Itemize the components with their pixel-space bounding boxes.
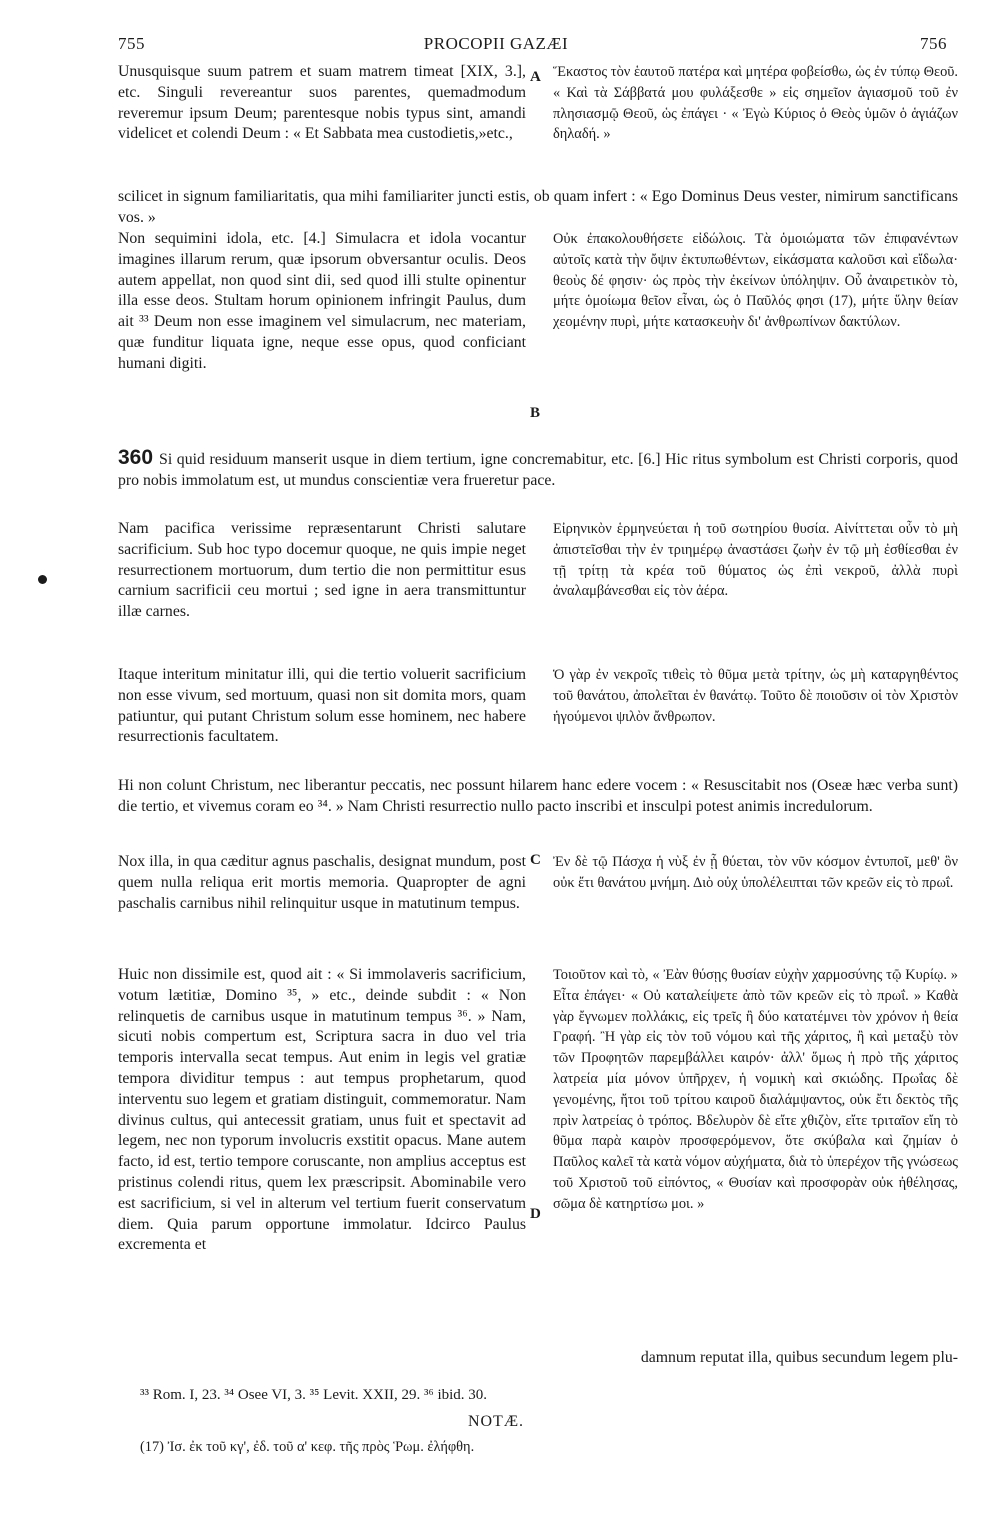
margin-letter-a: A	[530, 69, 541, 85]
latin-paragraph-6: Huic non dissimile est, quod ait : « Si immolaveris sacrificium, votum lætitiæ, Domino ³⁵, » etc., deinde subdit : « Non relinquetis de carnibus usque in matutinum tempus ³⁶. » Nam, sicuti nobis compertum est, Scriptura sacra in duo vel tria temporis intervalla secat tempus. Aut enim in legis vel gratiæ tempora dividitur tempus : aut tempus prophetarum, quod interventu suo legem et gratiam distinguit, commemoratur. Nam divinus cultus, qui antecessit gratiam, unus fuit et spectavit ad legem, nec non typorum involucris exstitit opacus. Mane autem facto, id est, tertio tempore coruscante, non amplius acceptus est pristinus colendi ritus, quem lex præscripsit. Abominabile vero est sacrificium, si vel in alterum vel tertium fuerit conservatum diem. Quia parum opportune immolatur. Idcirco Paulus excrementa et	[118, 966, 526, 1254]
greek-paragraph-3: Εἰρηνικὸν ἑρμηνεύεται ἡ τοῦ σωτηρίου θυσία. Αἰνίττεται οὖν τὸ μὴ ἀπιστεῖσθαι τὴν ἐν τριημέρῳ ἀναστάσει ζωὴν ἐν τῷ μὴ ἐσθίεσθαι ἐν τῇ τρίτῃ τὰ κρέα τοῦ θύματος ὡς ἐπὶ νεκροῦ, ἀλλὰ πυρὶ ἀναλαμβάνεσθαι εἰς τὸν ἀέρα.	[553, 521, 958, 600]
latin-paragraph-2: Non sequimini idola, etc. [4.] Simulacra et idola vocantur imagines illarum rerum, quæ ipsorum obversantur oculis. Deos autem appellat, non quod sint dii, sed quod illi stulte opinentur illa esse deos. Stultam horum opinionem infringit Paulus, dum ait ³³ Deum non esse imaginem vel simulacrum, nec materiam, quæ funditur liquata igne, neque esse opus, quod conficiant humani digiti.	[118, 230, 526, 372]
notae-heading: NOTÆ.	[467, 1413, 525, 1430]
margin-letter-b: B	[530, 405, 541, 421]
greek-paragraph-2: Οὐκ ἐπακολουθήσετε εἰδώλοις. Τὰ ὁμοιώματα τῶν ἐπιφανέντων αὐτοῖς κατὰ τὴν ὄψιν ἐκτυπωθέντων, εἰκάσματα καλοῦσι καὶ εἴδωλα· θεοὺς δέ φησιν· ὡς πρὸς τὴν ἐκείνων ὑπόληψιν. Οὗ ἀναιρετικὸν τὸ, μήτε ὁμοίωμα θεῖον εἶναι, ὡς ὁ Παῦλός φησι (17), μήτε ὕλην θείαν χεομένην πυρὶ, μήτε κατασκευὴν δι' ἀνθρωπίνων δακτύλων.	[553, 231, 958, 331]
full-width-paragraph-4: damnum reputat illa, quibus secundum legem plu-	[640, 1349, 958, 1366]
latin-paragraph-4: Itaque interitum minitatur illi, qui die tertio voluerit sacrificium non esse vivum, sed mortuum, quasi non sit domita mors, quam patiuntur, qui putant Christum solum esse hominem, nec habere resurrectionis facultatem.	[118, 666, 526, 746]
chapter-number: 360	[118, 446, 154, 469]
full-width-paragraph-2	[118, 448, 958, 492]
latin-paragraph-5: Nox illa, in qua cæditur agnus paschalis, designat mundum, post quem nulla reliqua erit mortis memoria. Quapropter de agni paschalis carnibus nihil relinquitur usque in matutinum tempus.	[118, 853, 526, 912]
greek-paragraph-5: Ἐν δὲ τῷ Πάσχα ἡ νὺξ ἐν ᾗ θύεται, τὸν νῦν κόσμον ἐντυποῖ, μεθ' ὃν οὐκ ἔτι θανάτου μνήμη. Διὸ οὐχ ὑπολέλειπται τῶν κρεῶν εἰς τὸ πρωΐ.	[553, 854, 958, 891]
note-17: (17) Ἰσ. ἐκ τοῦ κγ', ἐδ. τοῦ α' κεφ. τῆς πρὸς Ῥωμ. ἐλήφθη.	[140, 1439, 475, 1455]
page-number-right: 756	[920, 34, 947, 53]
footnotes: ³³ Rom. I, 23. ³⁴ Osee VI, 3. ³⁵ Levit. XXII, 29. ³⁶ ibid. 30.	[140, 1387, 488, 1403]
ink-dot	[38, 575, 47, 584]
greek-paragraph-1: Ἕκαστος τὸν ἑαυτοῦ πατέρα καὶ μητέρα φοβείσθω, ὡς ἐν τύπῳ Θεοῦ. « Καὶ τὰ Σάββατά μου φυλάξεσθε » εἰς σημεῖον ἁγιασμοῦ τοῦ ἐν πλησιασμῷ Θεοῦ, ὡς ἐπάγει · « Ἐγὼ Κύριος ὁ Θεὸς ὑμῶν ὁ ἁγιάζων δηλαδή. »	[553, 64, 958, 143]
page-number-left: 755	[118, 34, 145, 53]
greek-paragraph-4: Ὁ γὰρ ἐν νεκροῖς τιθεὶς τὸ θῦμα μετὰ τρίτην, ὡς μὴ καταργηθέντος τοῦ θανάτου, ἀπολεῖται ἐν θανάτῳ. Τοῦτο δὲ ποιοῦσιν οἱ τὸν Χριστὸν ἡγούμενοι ψιλὸν ἄνθρωπον.	[553, 667, 958, 725]
latin-paragraph-1: Unusquisque suum patrem et suam matrem timeat [XIX, 3.], etc. Singuli revereantur suos parentes, quemadmodum reveremur ipsum Deum; parentesque nobis typus sint, amandi videlicet et colendi Deum : « Et Sabbata mea custodietis,»etc.,	[118, 63, 526, 143]
running-title: PROCOPII GAZÆI	[423, 34, 569, 53]
full-width-paragraph-1: scilicet in signum familiaritatis, qua mihi familiariter juncti estis, ob quam infert : « Ego Dominus Deus vester, nimirum sanctificans vos. »	[118, 188, 958, 226]
margin-letter-d: D	[530, 1206, 541, 1222]
margin-letter-c: C	[530, 852, 541, 868]
greek-paragraph-6: Τοιοῦτον καὶ τὸ, « Ἐὰν θύσῃς θυσίαν εὐχὴν χαρμοσύνης τῷ Κυρίῳ. » Εἶτα ἐπάγει· « Οὐ καταλείψετε ἀπὸ τῶν κρεῶν εἰς τὸ πρωΐ. » Καθὰ γὰρ ἔγνωμεν πολλάκις, εἰς τρεῖς ἢ δύο κατατέμνει τὸν χρόνον ἡ θεία Γραφή. Ἢ γὰρ εἰς τὸν τοῦ νόμου καὶ τῆς χάριτος, ἢ καὶ μεταξὺ τὸν τῶν Προφητῶν παρεμβάλλει καιρόν· ἀλλ' ὅμως ἡ πρὸ τῆς χάριτος λατρεία μία μόνον ὑπῆρχεν, ἡ νομικὴ καὶ σκιώδης. Πρωΐας δὲ γενομένης, ἤτοι τοῦ τρίτου καιροῦ διαλάμψαντος, οὐκ ἔτι δεκτὸς τῆς πρὶν λατρείας ὁ τρόπος. Βδελυρὸν δὲ εἴτε χθιζὸν, εἴτε τριταῖον εἴη τὸ θῦμα παρὰ καιρὸν προσφερόμενον, ὅτε σκύβαλα καὶ ζημίαν ὁ Παῦλος καλεῖ τὰ κατὰ νόμον αὐχήματα, διὰ τὸ ὑπερέχον τῆς γνώσεως τοῦ Χριστοῦ τοῦ εἰπόντος, « Θυσίαν καὶ προσφορὰν οὐκ ἠθέλησας, σῶμα δὲ κατηρτίσω μοι. »	[553, 967, 958, 1212]
latin-paragraph-3: Nam pacifica verissime repræsentarunt Christi salutare sacrificium. Sub hoc typo docemur quoque, ne quis impie neget resurrectionem mortuorum, dum tertio die non permittitur esus carnium sacrificii ceu mortui ; sed igne in aera transmittuntur illæ carnes.	[118, 520, 526, 621]
full-width-paragraph-2-text: Si quid residuum manserit usque in diem tertium, igne concremabitur, etc. [6.] Hic ritus symbolum est Christi corporis, quod pro nobis immolatum est, ut mundus conscientiæ vera frueretur pace.	[118, 451, 958, 489]
full-width-paragraph-3: Hi non colunt Christum, nec liberantur peccatis, nec possunt hilarem hanc edere vocem : « Resuscitabit nos (Oseæ hæc verba sunt) die tertio, et vivemus coram eo ³⁴. » Nam Christi resurrectio nullo pacto inscribi et insculpi potest animis incredulorum.	[118, 777, 958, 815]
